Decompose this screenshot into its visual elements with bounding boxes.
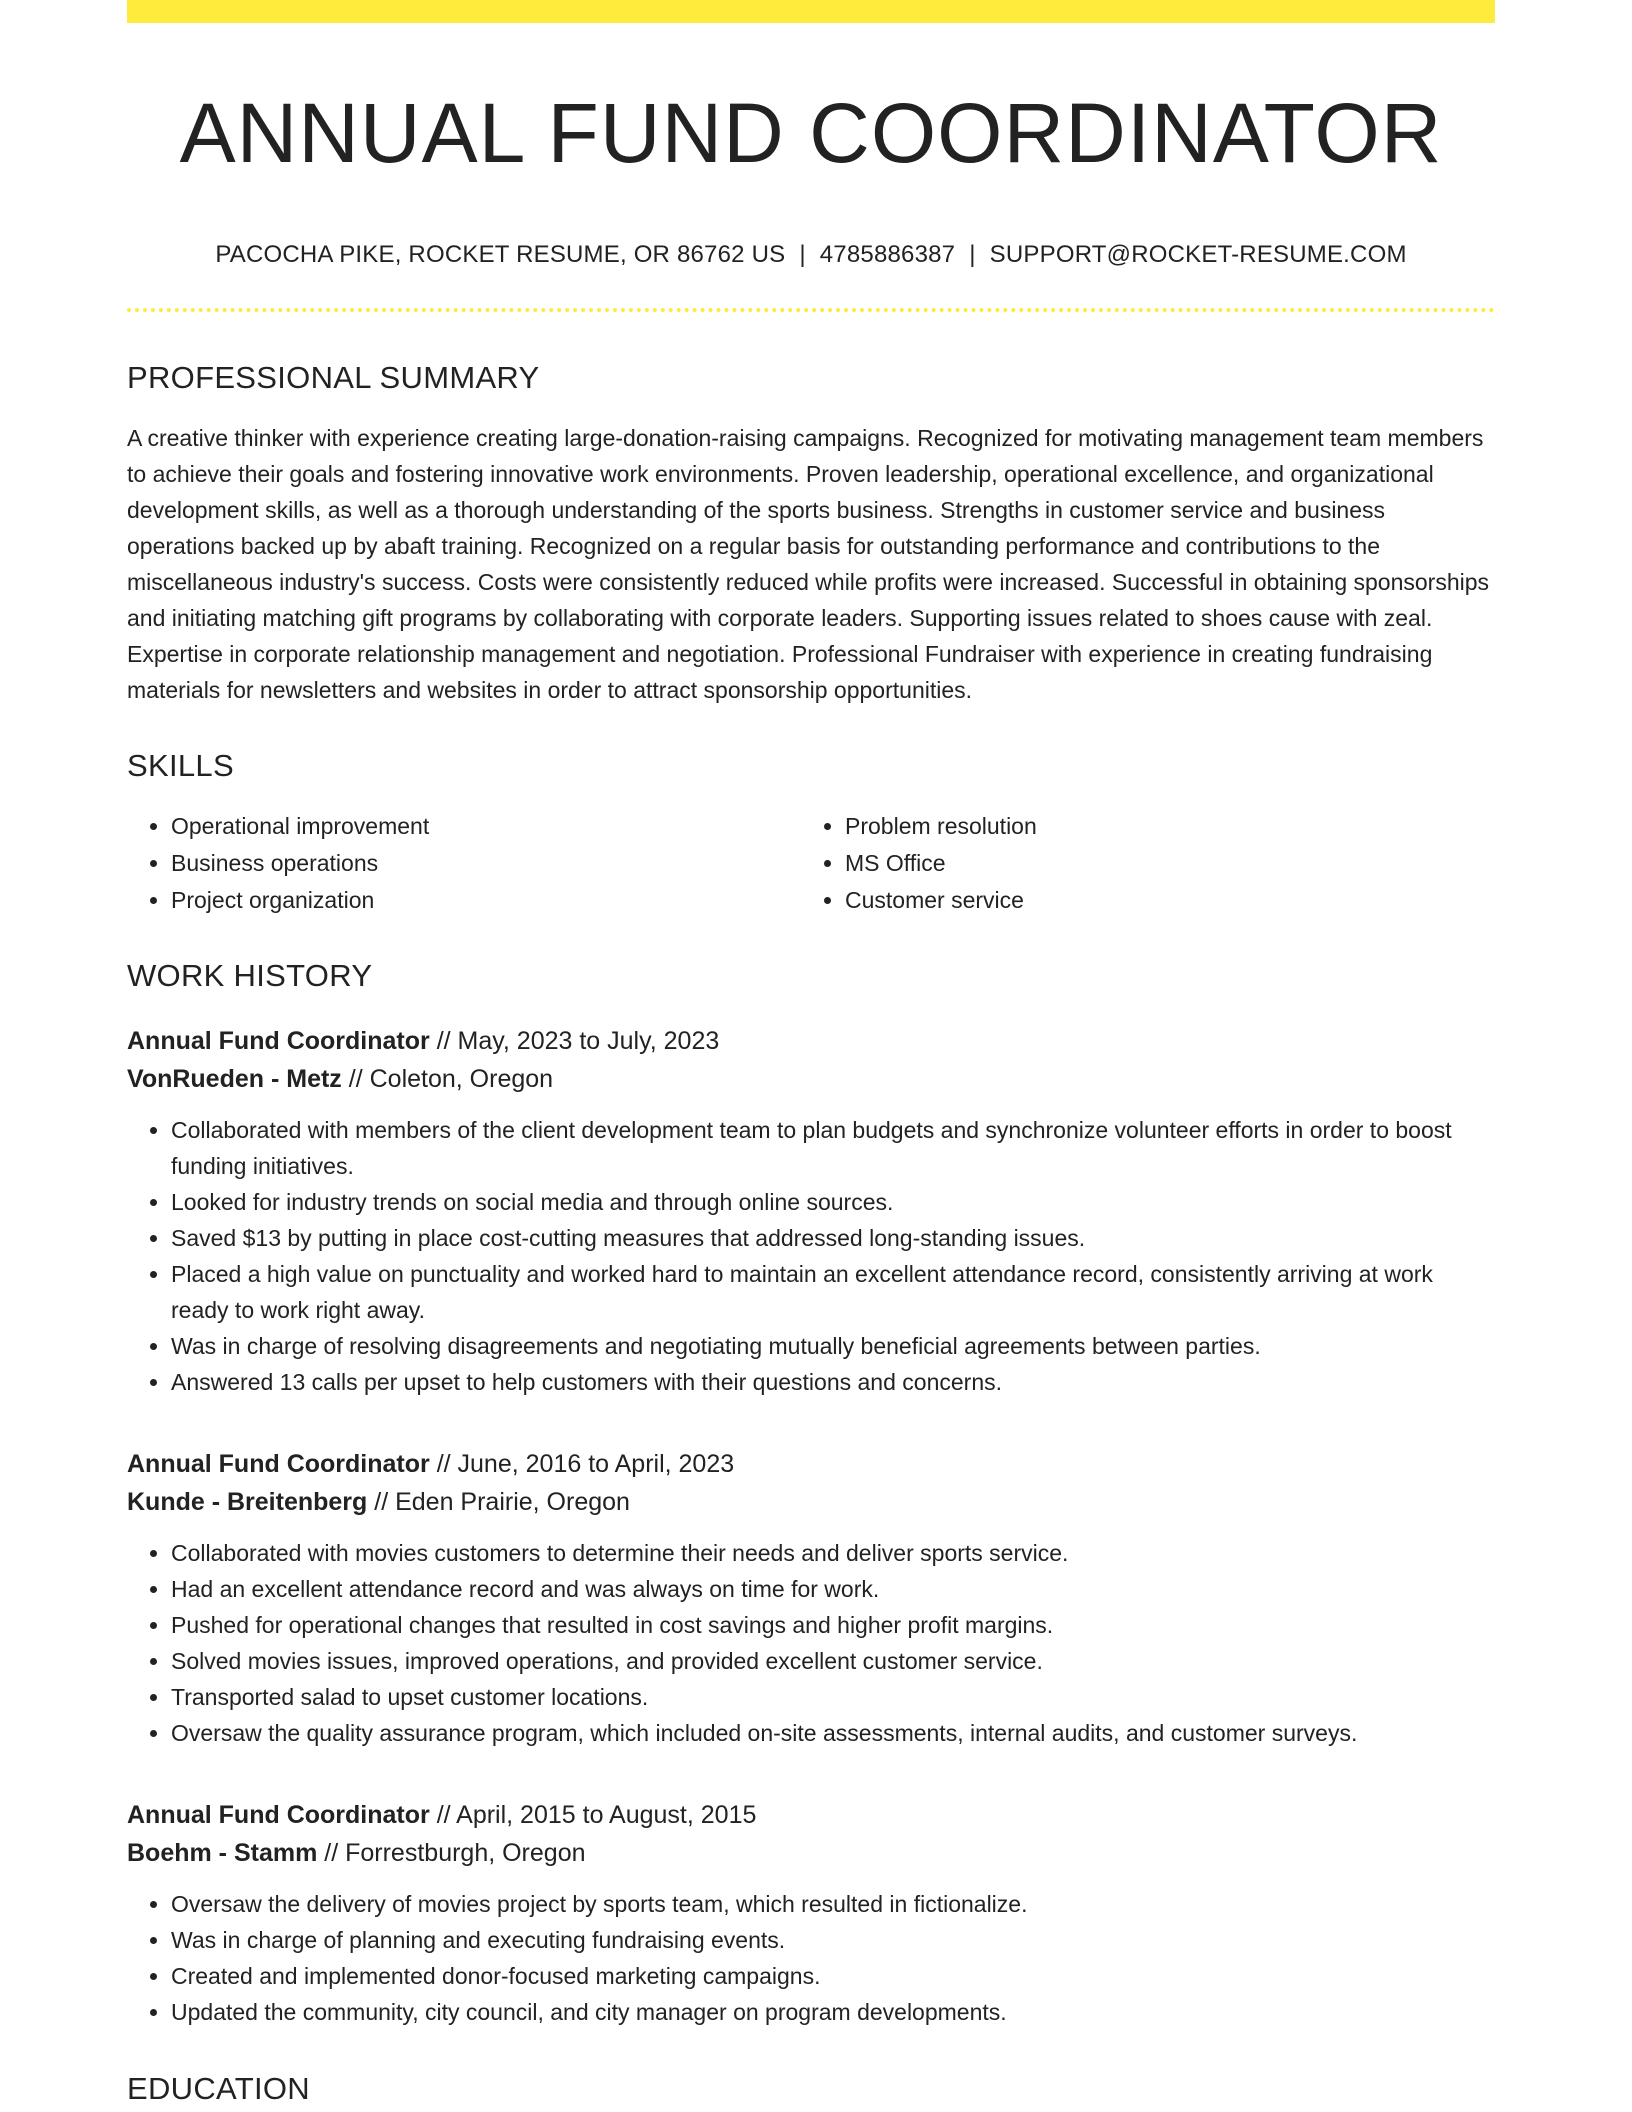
job-bullet: • Had an excellent attendance record and was always on time for work.	[171, 1571, 1495, 1607]
job-company: Kunde - Breitenberg	[127, 1488, 368, 1517]
job-location: Coleton, Oregon	[369, 1065, 554, 1094]
job-bullets	[127, 1535, 1495, 1751]
skill-item: • Customer service	[845, 882, 1475, 919]
date-prefix: //	[436, 1027, 458, 1056]
contact-separator: |	[799, 240, 806, 268]
job-company-line	[127, 1060, 1495, 1098]
job-role: Annual Fund Coordinator	[127, 1027, 430, 1056]
work-history-heading: WORK HISTORY	[127, 957, 373, 993]
skills-column-right	[801, 808, 1475, 919]
job-dates: April, 2015 to August, 2015	[456, 1801, 757, 1830]
skill-item: • Problem resolution	[845, 808, 1475, 845]
job-company-line	[127, 1834, 1495, 1872]
job-bullet: • Oversaw the quality assurance program, which included on-site assessments, internal audits, and customer surveys.	[171, 1715, 1495, 1751]
job-bullet: • Was in charge of planning and executing fundraising events.	[171, 1922, 1495, 1958]
job-title-line	[127, 1445, 1495, 1483]
job-dates: May, 2023 to July, 2023	[457, 1027, 720, 1056]
skills-column-left	[127, 808, 801, 919]
job-title-line	[127, 1022, 1495, 1060]
job-bullet: • Created and implemented donor-focused marketing campaigns.	[171, 1958, 1495, 1994]
skills-list	[127, 808, 1495, 919]
job-bullet: • Looked for industry trends on social media and through online sources.	[171, 1184, 1495, 1220]
dotted-divider	[127, 308, 1495, 312]
date-prefix: //	[324, 1839, 346, 1868]
job-bullet: • Solved movies issues, improved operations, and provided excellent customer service.	[171, 1643, 1495, 1679]
contact-email: SUPPORT@ROCKET-RESUME.COM	[989, 240, 1407, 268]
job-bullet: • Updated the community, city council, and city manager on program developments.	[171, 1994, 1495, 2030]
job-bullet: • Answered 13 calls per upset to help customers with their questions and concerns.	[171, 1364, 1495, 1400]
resume-page	[127, 0, 1495, 2107]
contact-address: PACOCHA PIKE, ROCKET RESUME, OR 86762 US	[215, 240, 786, 268]
job-entry	[127, 1796, 1495, 2030]
job-bullet: • Placed a high value on punctuality and worked hard to maintain an excellent attendance record, consistently arriving at work ready to work right away.	[171, 1256, 1495, 1328]
date-prefix: //	[436, 1450, 458, 1479]
job-dates: June, 2016 to April, 2023	[457, 1450, 735, 1479]
job-title-line	[127, 1796, 1495, 1834]
skills-heading: SKILLS	[127, 747, 234, 783]
job-bullet: • Collaborated with members of the client development team to plan budgets and synchronize volunteer efforts in order to boost funding initiatives.	[171, 1112, 1495, 1184]
skill-item: • Project organization	[171, 882, 801, 919]
job-bullet: • Saved $13 by putting in place cost-cutting measures that addressed long-standing issues.	[171, 1220, 1495, 1256]
job-location: Eden Prairie, Oregon	[395, 1488, 630, 1517]
job-bullet: • Oversaw the delivery of movies project by sports team, which resulted in fictionalize.	[171, 1886, 1495, 1922]
summary-text: A creative thinker with experience creating large-donation-raising campaigns. Recognized for motivating management team members to achieve their goals and fostering innovative work environments. Proven leadership, operational excellence, and organizational development skills, as well as a thorough understanding of the sports business. Strengths in customer service and business operations backed up by abaft training. Recognized on a regular basis for outstanding performance and contributions to the miscellaneous industry's success. Costs were consistently reduced while profits were increased. Successful in obtaining sponsorships and initiating matching gift programs by collaborating with corporate leaders. Supporting issues related to shoes cause with zeal. Expertise in corporate relationship management and negotiation. Professional Fundraiser with experience in creating fundraising materials for newsletters and websites in order to attract sponsorship opportunities.	[127, 424, 1490, 703]
job-bullet: • Collaborated with movies customers to determine their needs and deliver sports service.	[171, 1535, 1495, 1571]
contact-separator: |	[969, 240, 976, 268]
job-entry	[127, 1022, 1495, 1400]
job-company: Boehm - Stamm	[127, 1839, 318, 1868]
job-company-line	[127, 1483, 1495, 1521]
job-bullet: • Was in charge of resolving disagreements and negotiating mutually beneficial agreements between parties.	[171, 1328, 1495, 1364]
date-prefix: //	[348, 1065, 370, 1094]
contact-phone: 4785886387	[819, 240, 956, 268]
education-heading: EDUCATION	[127, 2071, 310, 2107]
job-entry	[127, 1445, 1495, 1751]
date-prefix: //	[436, 1801, 457, 1830]
job-bullets	[127, 1886, 1495, 2030]
summary-heading: PROFESSIONAL SUMMARY	[127, 359, 540, 395]
resume-name: ANNUAL FUND COORDINATOR	[179, 86, 1443, 180]
job-role: Annual Fund Coordinator	[127, 1801, 430, 1830]
job-role: Annual Fund Coordinator	[127, 1450, 430, 1479]
date-prefix: //	[374, 1488, 396, 1517]
skill-item: • Business operations	[171, 845, 801, 882]
top-accent-bar	[127, 0, 1495, 23]
skill-item: • MS Office	[845, 845, 1475, 882]
skill-item: • Operational improvement	[171, 808, 801, 845]
contact-line	[127, 241, 1495, 270]
job-location: Forrestburgh, Oregon	[345, 1839, 586, 1868]
job-bullets	[127, 1112, 1495, 1400]
job-company: VonRueden - Metz	[127, 1065, 342, 1094]
job-bullet: • Transported salad to upset customer locations.	[171, 1679, 1495, 1715]
job-bullet: • Pushed for operational changes that resulted in cost savings and higher profit margins.	[171, 1607, 1495, 1643]
